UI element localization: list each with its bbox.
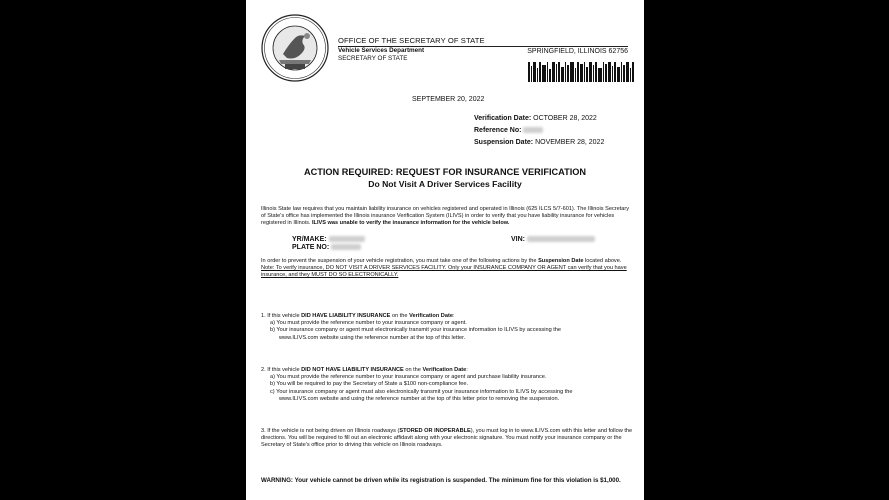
suspension-date-value: NOVEMBER 28, 2022 (535, 139, 605, 146)
letter-title: ACTION REQUIRED: REQUEST FOR INSURANCE VERIFICATION (303, 167, 587, 177)
option-2-post: : (466, 367, 468, 373)
prevent-note: Note: To verify insurance, DO NOT VISIT A DRIVER SERVICES FACILITY. Only your INSURANCE COMPANY OR AGENT can verify that you have insurance, and they MUST DO SO ELECTRONICALLY. (261, 265, 627, 279)
option-2-c2: www.ILIVS.com website and using the reference number at the top of this letter prior to removing the suspension. (279, 395, 560, 402)
yrmake-row (292, 236, 365, 243)
yrmake-redacted (329, 236, 365, 242)
option-2-pre: 2. If this vehicle (261, 367, 302, 373)
option-2-mid: on the (403, 367, 423, 373)
vin-row (511, 236, 595, 243)
intro-paragraph (261, 206, 633, 228)
vin-redacted (527, 236, 595, 242)
reference-label: Reference No: (474, 127, 522, 134)
plate-label: PLATE NO: (292, 244, 330, 251)
option-2-c1: c) Your insurance company or agent must also electronically transmit your insurance information to ILIVS by accessing the (270, 388, 573, 395)
option-2-bold2: Verification Date (422, 367, 467, 373)
option-1-b1: b) Your insurance company or agent must electronically transmit your insurance information to ILIVS by accessing the (270, 327, 562, 334)
option-2 (261, 367, 633, 403)
warning-text: WARNING: Your vehicle cannot be driven while its registration is suspended. The minimum fine for this violation is $1,000. (261, 477, 621, 484)
option-2-heading (261, 367, 633, 374)
option-3-pre: 3. If the vehicle is not being driven on Illinois roadways ( (261, 428, 400, 434)
barcode-icon (528, 62, 634, 82)
plate-row (292, 244, 361, 251)
verification-date-value: OCTOBER 28, 2022 (533, 115, 597, 122)
verification-date-row (474, 115, 597, 122)
option-1-mid: on the (390, 313, 410, 319)
vin-label: VIN: (511, 236, 525, 243)
letter-page (246, 0, 644, 500)
prevent-paragraph (261, 258, 633, 280)
option-3-post: ), you must log in to www.ILIVS.com with this letter and follow the directions. You will be required to fill out an electronic affidavit along with your electronic signature. You must notify your insurance company or the Secretary of State's office prior to driving this vehicle on Illinois roadways. (261, 428, 633, 449)
yrmake-label: YR/MAKE: (292, 236, 327, 243)
suspension-date-row (474, 139, 604, 146)
option-2-bold: DID NOT HAVE LIABILITY INSURANCE (301, 367, 404, 373)
option-1 (261, 313, 633, 342)
intro-bold: ILIVS was unable to verify the insurance information for the vehicle below. (312, 220, 510, 227)
department-name: Vehicle Services Department (338, 47, 425, 54)
option-1-bold: DID HAVE LIABILITY INSURANCE (301, 313, 391, 319)
option-2-b: b) You will be required to pay the Secretary of State a $100 non-compliance fee. (270, 381, 469, 388)
plate-redacted (331, 244, 361, 250)
letter-date: SEPTEMBER 20, 2022 (412, 96, 485, 103)
reference-row (474, 127, 543, 134)
option-1-bold2: Verification Date (409, 313, 453, 319)
secretary-label: SECRETARY OF STATE (338, 55, 408, 62)
option-1-b2: www.ILIVS.com website using the reference number at the top of this letter. (279, 334, 466, 341)
option-3 (261, 428, 633, 450)
option-1-a: a) You must provide the reference number to your insurance company or agent. (270, 320, 467, 327)
suspension-date-label: Suspension Date: (474, 139, 534, 146)
city-address: SPRINGFIELD, ILLINOIS 62756 (527, 48, 628, 55)
option-2-a: a) You must provide the reference number to your insurance company or agent and purchase liability insurance. (270, 374, 547, 381)
option-1-post: : (452, 313, 455, 319)
reference-redacted (523, 127, 543, 133)
prevent-text-2: located above. (583, 258, 622, 264)
intro-text: Illinois State law requires that you maintain liability insurance on vehicles registered and operated in Illinois (625 ILCS 5/7-601). The Illinois Secretary of State's office has implemented the Illinois insurance Verification System (ILIVS) in order to verify that you have liability insurance for vehicles registered in Illinois. (261, 206, 630, 227)
option-1-heading (261, 313, 633, 320)
state-seal-icon (261, 14, 329, 82)
prevent-bold: Suspension Date (538, 258, 584, 264)
letter-subtitle: Do Not Visit A Driver Services Facility (368, 179, 522, 189)
option-1-pre: 1. If this vehicle (261, 313, 302, 319)
prevent-text-1: In order to prevent the suspension of your vehicle registration, you must take one of the following actions by the (261, 258, 539, 264)
verification-date-label: Verification Date: (474, 115, 532, 122)
option-3-bold: STORED OR INOPERABLE (399, 428, 471, 434)
office-title: OFFICE OF THE SECRETARY OF STATE (338, 36, 628, 47)
